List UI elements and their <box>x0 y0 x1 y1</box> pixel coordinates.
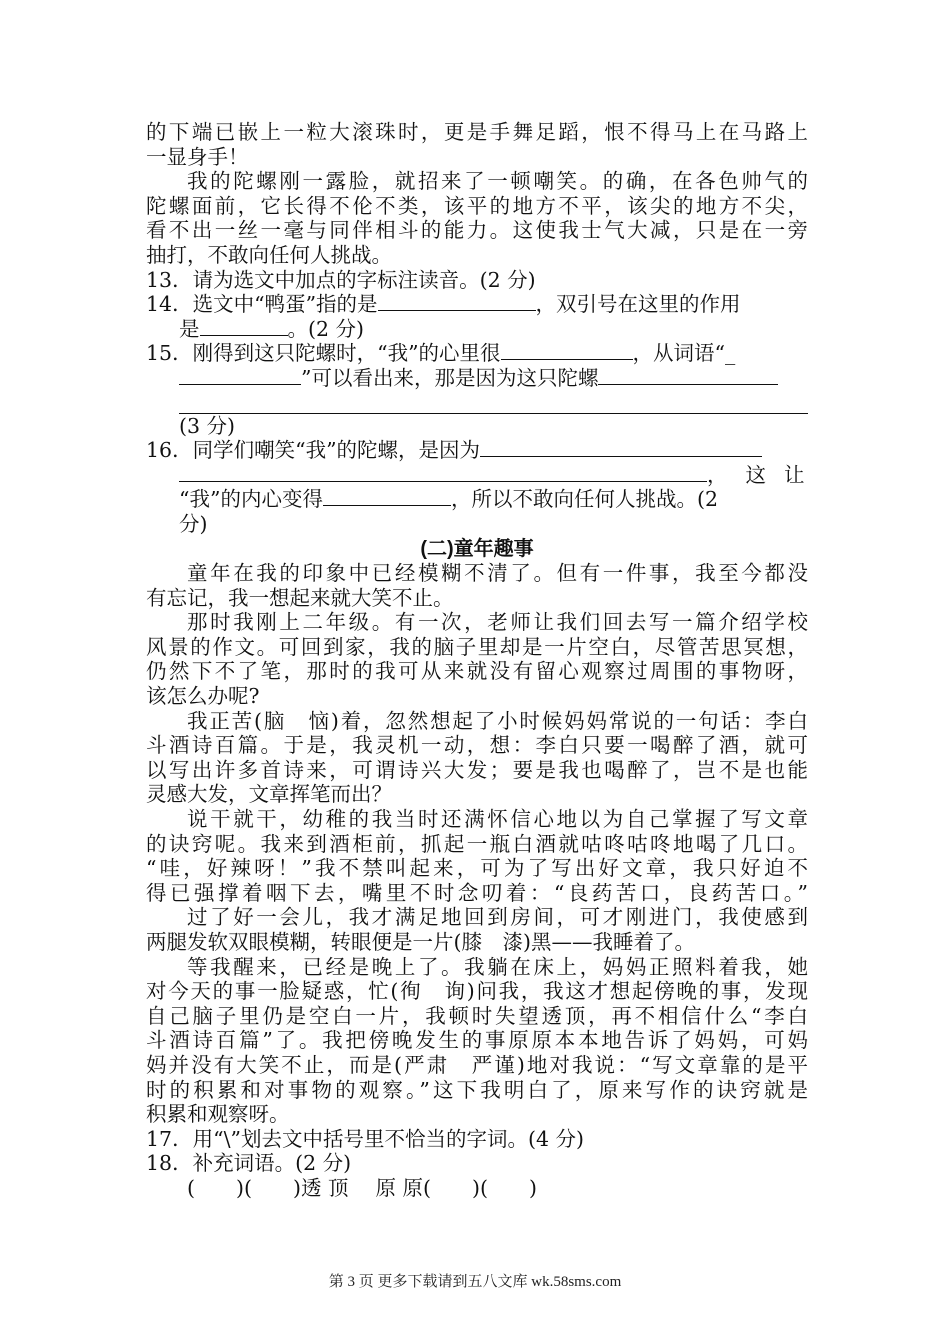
paragraph-line: 陀螺面前，它长得不伦不类，该平的地方不平，该尖的地方不尖， <box>146 193 808 218</box>
paragraph-line: 我正苦(脑 恼)着，忽然想起了小时候妈妈常说的一句话：李白 <box>187 708 808 733</box>
question-text: 是 <box>179 316 200 341</box>
question-15 <box>146 341 808 366</box>
question-text: ，从词语“_ <box>632 341 736 366</box>
paragraph-line: 童年在我的印象中已经模糊不清了。但有一件事，我至今都没 <box>187 561 808 586</box>
question-text: ，所以不敢向任何人挑战。(2 <box>450 487 719 512</box>
answer-blank[interactable] <box>501 341 633 360</box>
paragraph-line: 说干就干，幼稚的我当时还满怀信心地以为自己掌握了写文章 <box>187 807 808 832</box>
answer-blank[interactable] <box>179 463 707 482</box>
paragraph-line: 以写出许多首诗来，可谓诗兴大发；要是我也喝醉了，岂不是也能 <box>146 757 808 782</box>
question-text: “我”的内心变得 <box>179 487 323 512</box>
paragraph-line: 等我醒来，已经是晚上了。我躺在床上，妈妈正照料着我，她 <box>187 954 808 979</box>
paragraph-line: 一显身手！ <box>146 144 249 169</box>
paragraph-line: 的下端已嵌上一粒大滚珠时，更是手舞足蹈，恨不得马上在马路上 <box>146 120 808 144</box>
paragraph-line: 两腿发软双眼模糊，转眼便是一片(膝 漆)黑——我睡着了。 <box>146 930 695 954</box>
question-13: 13．请为选文中加点的字标注读音。(2 分) <box>146 267 536 292</box>
paragraph-line: 得已强撑着咽下去，嘴里不时念叨着：“良药苦口，良药苦口。” <box>146 880 808 905</box>
paragraph-line: 仍然下不了笔，那时的我可从来就没有留心观察过周围的事物呀， <box>146 659 808 684</box>
question-17: 17．用“\”划去文中括号里不恰当的字词。(4 分) <box>146 1126 585 1151</box>
question-text: ，这让 <box>707 462 823 487</box>
question-text: 16．同学们嘲笑“我”的陀螺，是因为 <box>146 438 481 463</box>
answer-blank[interactable] <box>480 438 762 457</box>
paragraph-line: 抽打，不敢向任何人挑战。 <box>146 242 392 267</box>
question-text: 14．选文中“鸭蛋”指的是 <box>146 292 378 317</box>
paragraph-line: 积累和观察呀。 <box>146 1102 290 1127</box>
paragraph-line: 有忘记，我一想起来就大笑不止。 <box>146 585 454 610</box>
paragraph-line: 斗酒诗百篇”了。我把傍晚发生的事原原本本地告诉了妈妈，可妈 <box>146 1028 808 1053</box>
paragraph-line: 的诀窍呢。我来到酒柜前，抓起一瓶白酒就咕咚咕咚地喝了几口。 <box>146 831 808 856</box>
paragraph-line: 对今天的事一脸疑惑，忙(徇 询)问我，我这才想起傍晚的事，发现 <box>146 979 808 1004</box>
paragraph-line: 该怎么办呢? <box>146 684 260 709</box>
paragraph-line: 斗酒诗百篇。于是，我灵机一动，想：李白只要一喝醉了酒，就可 <box>146 733 808 758</box>
answer-blank[interactable] <box>323 487 451 506</box>
question-15-cont <box>146 366 808 391</box>
question-text: 。(2 分) <box>287 316 365 341</box>
question-text: 15．刚得到这只陀螺时，“我”的心里很 <box>146 341 501 366</box>
question-16-score: 分) <box>179 511 208 536</box>
content-column <box>146 120 823 1201</box>
question-16 <box>146 438 808 463</box>
answer-blank[interactable] <box>200 317 288 336</box>
answer-blank[interactable] <box>179 366 301 385</box>
question-15-score: (3 分) <box>179 413 236 438</box>
paragraph-line: 过了好一会儿，我才满足地回到房间，可才刚进门，我使感到 <box>187 905 808 930</box>
question-18-blanks[interactable]: ( )( )透 顶 原 原( )( ) <box>187 1175 538 1200</box>
question-14 <box>146 292 808 317</box>
paragraph-line: “哇，好辣呀！”我不禁叫起来，可为了写出好文章，我只好迫不 <box>146 856 808 881</box>
answer-blank[interactable] <box>378 292 536 311</box>
question-14-cont <box>146 317 808 342</box>
section-title: (二)童年趣事 <box>420 537 534 560</box>
question-text: ，双引号在这里的作用 <box>535 292 741 317</box>
page-footer: 第 3 页 更多下载请到五八文库 wk.58sms.com <box>328 1274 622 1290</box>
paragraph-line: 时的积累和对事物的观察。”这下我明白了，原来写作的诀窍就是 <box>146 1077 808 1102</box>
answer-blank[interactable] <box>598 366 778 385</box>
question-text: ”可以看出来，那是因为这只陀螺 <box>301 365 599 390</box>
paragraph-line: 风景的作文。可回到家，我的脑子里却是一片空白，尽管苦思冥想， <box>146 634 808 659</box>
question-16-cont <box>146 487 808 512</box>
paragraph-line: 看不出一丝一毫与同伴相斗的能力。这使我士气大减，只是在一旁 <box>146 218 808 243</box>
paragraph-line: 妈并没有大笑不止，而是(严肃 严谨)地对我说：“写文章靠的是平 <box>146 1052 808 1077</box>
paragraph-line: 那时我刚上二年级。有一次，老师让我们回去写一篇介绍学校 <box>187 610 808 635</box>
question-16-cont <box>146 462 823 488</box>
paragraph-line: 我的陀螺刚一露脸，就招来了一顿嘲笑。的确，在各色帅气的 <box>187 169 808 194</box>
paragraph-line: 灵感大发，文章挥笔而出？ <box>146 782 392 807</box>
paragraph-line: 自己脑子里仍是空白一片，我顿时失望透顶，再不相信什么“李白 <box>146 1003 808 1028</box>
question-18: 18．补充词语。(2 分) <box>146 1151 352 1176</box>
answer-line[interactable] <box>179 391 808 414</box>
